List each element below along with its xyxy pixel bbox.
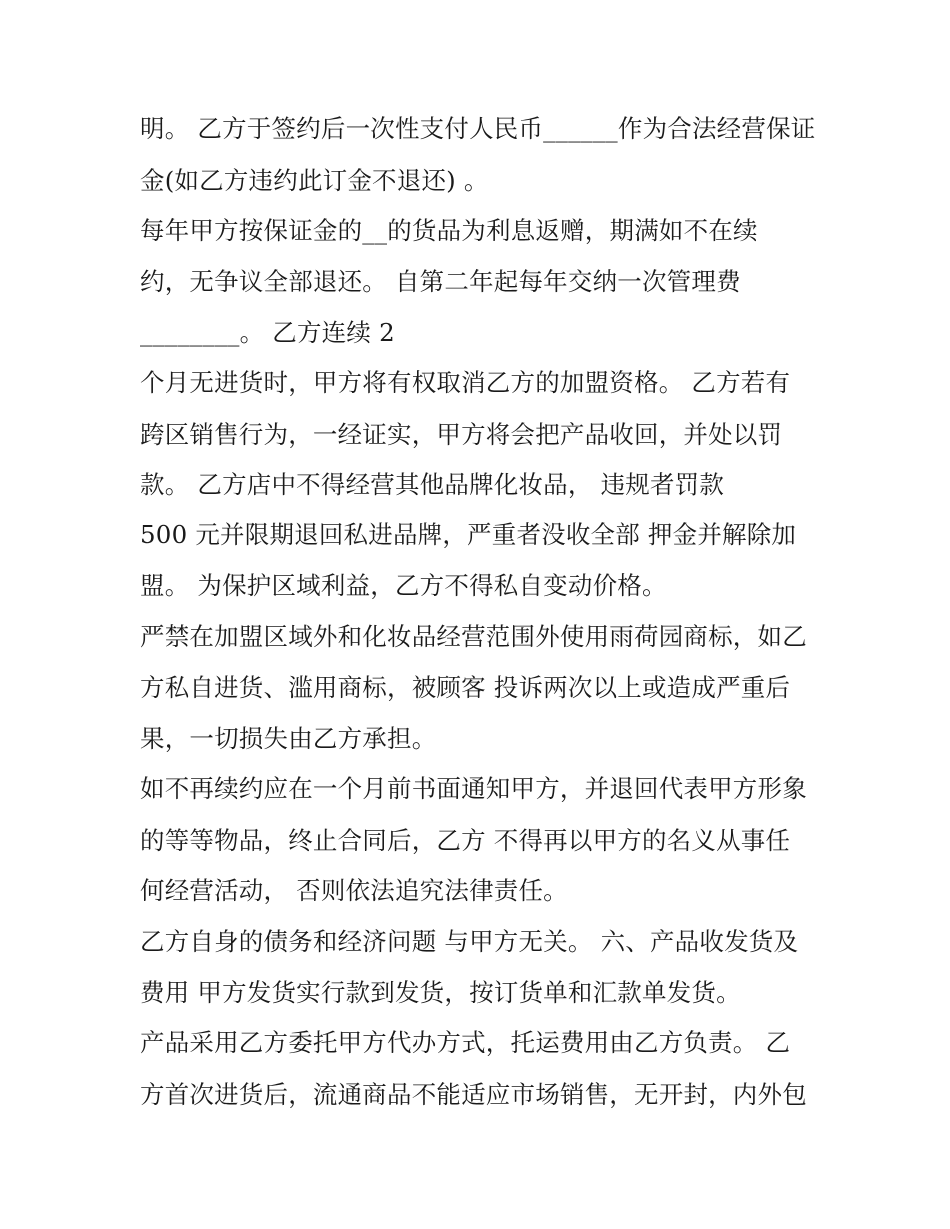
text-line: ________。 乙方连续 2: [140, 318, 395, 347]
text-line: 明。 乙方于签约后一次性支付人民币______作为合法经营保证: [140, 114, 816, 143]
text-line: 盟。 为保护区域利益，乙方不得私自变动价格。: [140, 571, 667, 600]
text-line: 严禁在加盟区域外和化妆品经营范围外使用雨荷园商标，如乙: [140, 622, 807, 651]
text-line: 个月无进货时，甲方将有权取消乙方的加盟资格。 乙方若有: [140, 368, 791, 397]
text-line: 何经营活动， 否则依法追究法律责任。: [140, 876, 568, 905]
text-line: 乙方自身的债务和经济问题 与甲方无关。 六、产品收发货及: [140, 927, 799, 956]
text-line: 每年甲方按保证金的__的货品为利息返赠，期满如不在续: [140, 216, 758, 245]
text-line: 方私自进货、滥用商标，被顾客 投诉两次以上或造成严重后: [140, 673, 791, 702]
text-line: 款。 乙方店中不得经营其他品牌化妆品， 违规者罚款: [140, 470, 725, 499]
text-line: 500 元并限期退回私进品牌，严重者没收全部 押金并解除加: [140, 520, 797, 549]
text-line: 的等等物品，终止合同后，乙方 不得再以甲方的名义从事任: [140, 826, 791, 855]
text-line: 产品采用乙方委托甲方代办方式，托运费用由乙方负责。 乙: [140, 1028, 791, 1057]
text-line: 果，一切损失由乙方承担。: [140, 724, 437, 753]
text-line: 跨区销售行为，一经证实，甲方将会把产品收回，并处以罚: [140, 420, 783, 449]
text-line: 约，无争议全部退还。 自第二年起每年交纳一次管理费: [140, 267, 741, 296]
text-line: 如不再续约应在一个月前书面通知甲方，并退回代表甲方形象: [140, 774, 807, 803]
text-line: 方首次进货后，流通商品不能适应市场销售，无开封，内外包: [140, 1080, 807, 1109]
text-line: 费用 甲方发货实行款到发货，按订货单和汇款单发货。: [140, 978, 741, 1007]
text-line: 金(如乙方违约此订金不退还) 。: [140, 166, 489, 195]
